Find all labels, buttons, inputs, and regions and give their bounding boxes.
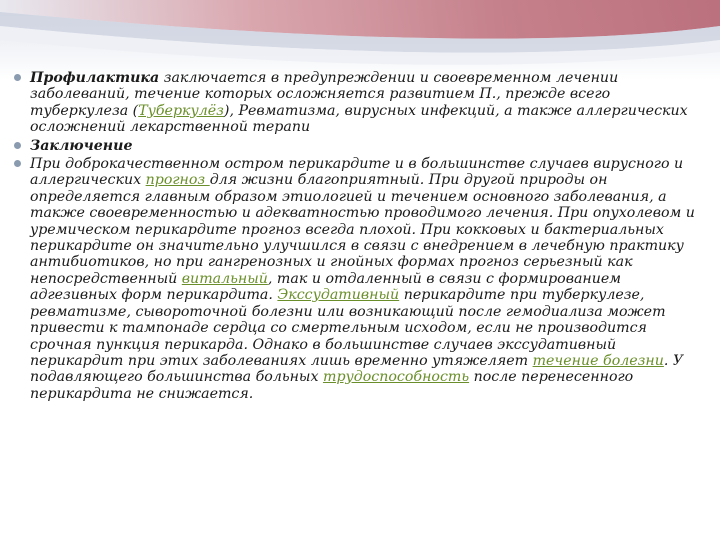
bullet-icon: [14, 142, 21, 149]
bullet-icon: [14, 74, 21, 81]
section-heading: Заключение: [30, 137, 133, 154]
item-text: для жизни благоприятный. При другой природы он определяется главным образом этиологией и течением основного заболевания, а также своевременностью и адекватностью проводимого лечения. При опухолевом и уремическом перикардите прогноз всегда плохой. При кокковых и бактериальных перикардите он значительно улучшился в связи с внедрением в лечебную практику антибиотиков, но при гангренозных и гнойных формах прогноз серьезный как непосредственный: [30, 172, 695, 287]
link-prognosis[interactable]: прогноз: [145, 172, 210, 189]
link-work-capacity[interactable]: трудоспособность: [323, 369, 470, 386]
item-text: , так и отдаленный в связи с формированием адгезивных форм перикардита.: [30, 270, 622, 304]
list-item: [14, 70, 706, 136]
item-text: заключается в предупреждении и своевременном лечении заболеваний, течение которых осложняется развитием П., прежде всего туберкулеза (: [30, 70, 619, 119]
item-text: . У подавляющего большинства больных: [30, 352, 684, 386]
link-tuberculosis[interactable]: Туберкулёз: [138, 102, 224, 119]
item-text: При доброкачественном остром перикардите и в большинстве случаев вирусного и аллергических: [30, 156, 684, 189]
list-item: [14, 156, 706, 402]
link-disease-course[interactable]: течение болезни: [532, 352, 664, 369]
item-text: перикардите при туберкулезе, ревматизме, сывороточной болезни или возникающий после гемодиализа может привести к тампонаде сердца со смертельным исходом, если не производится срочная пункция перикарда. Однако в большинстве случаев экссудативный перикардит при этих заболеваниях лишь временно утяжеляет: [30, 287, 666, 369]
link-vital[interactable]: витальный: [181, 270, 268, 287]
header-banner-graphic: [0, 0, 720, 80]
link-exudative[interactable]: Экссудативный: [277, 287, 400, 304]
bullet-icon: [14, 160, 21, 167]
item-text: после перенесенного перикардита не снижается.: [30, 369, 634, 402]
item-text: ), Ревматизма, вирусных инфекций, а также аллергических осложнений лекарственной терапи: [30, 102, 688, 136]
item-lead: Профилактика: [30, 70, 160, 86]
slide-body: [14, 70, 706, 404]
list-item: [14, 138, 706, 154]
